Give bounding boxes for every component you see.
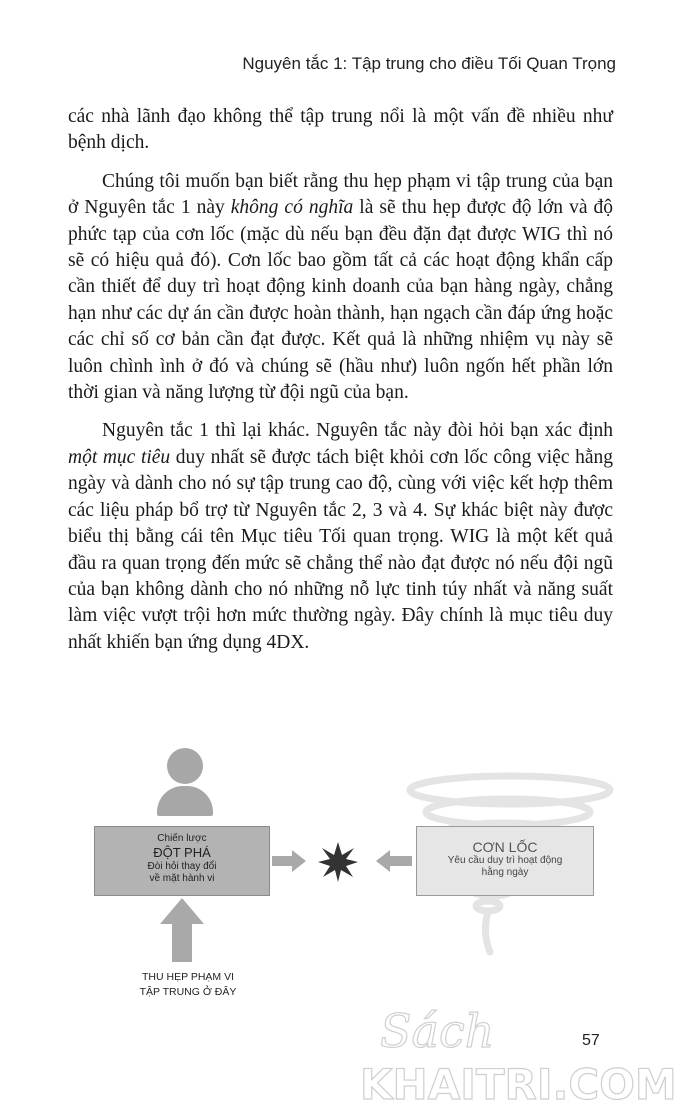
diagram-figure: [0, 730, 700, 1030]
whirlwind-desc-line2: hằng ngày: [481, 867, 529, 878]
arrow-up-icon: [160, 898, 204, 962]
arrow-right-icon: [272, 850, 306, 872]
burst-icon: [318, 842, 358, 882]
paragraph-3: [68, 418, 613, 656]
page-number: 57: [582, 1032, 600, 1049]
arrow-left-icon: [376, 850, 412, 872]
whirlwind-box: [416, 826, 594, 896]
person-icon-body: [157, 786, 213, 816]
caption-line-1: THU HẸP PHẠM VI: [142, 971, 234, 983]
behavior-change-line1: Đòi hỏi thay đổi: [147, 861, 217, 872]
person-icon-head: [167, 748, 203, 784]
svg-text:KHAITRI.COM: KHAITRI.COM: [360, 1060, 677, 1109]
body-text: [68, 104, 613, 668]
paragraph-3-part-a: Nguyên tắc 1 thì lại khác. Nguyên tắc này đòi hỏi bạn xác định: [102, 420, 613, 442]
breakthrough-label: ĐỘT PHÁ: [153, 845, 211, 860]
paragraph-2: [68, 169, 613, 407]
paragraph-2-part-a: Chúng tôi muốn bạn biết rằng thu hẹp phạm vi tập trung của bạn ở Nguyên tắc 1 này: [68, 170, 613, 219]
breakthrough-strategy-box: [94, 826, 270, 896]
figure-caption: [118, 970, 258, 1000]
behavior-change-line2: về mặt hành vi: [149, 873, 215, 884]
paragraph-2-part-b: là sẽ thu hẹp được độ lớn và độ phức tạp của cơn lốc (mặc dù nếu bạn đều đặn đạt được WIG thì nó sẽ có hiệu quả đó). Cơn lốc bao gồm tất cả các hoạt động khẩn cấp cần thiết để duy trì hoạt động kinh doanh của bạn hàng ngày, chẳng hạn như các dự án cần được hoàn thành, hạn ngạch cần đáp ứng hoặc các chỉ số cơ bản cần đạt được. Kết quả là những nhiệm vụ này sẽ luôn chình ình ở đó và chúng sẽ (hầu như) luôn ngốn hết phần lớn thời gian và năng lượng từ đội ngũ của bạn.: [68, 197, 613, 404]
paragraph-1: các nhà lãnh đạo không thể tập trung nổi là một vấn đề nhiều như bệnh dịch.: [68, 106, 613, 154]
strategy-label: Chiến lược: [157, 833, 207, 844]
running-head: Nguyên tắc 1: Tập trung cho điều Tối Quan Trọng: [242, 54, 616, 73]
whirlwind-title: CƠN LỐC: [472, 839, 538, 855]
svg-text:Sách: Sách: [380, 1004, 495, 1058]
caption-line-2: TẬP TRUNG Ở ĐÂY: [139, 986, 237, 998]
whirlwind-desc-line1: Yêu cầu duy trì hoạt động: [447, 855, 563, 866]
paragraph-2-emphasis: không có nghĩa: [230, 197, 354, 219]
paragraph-3-emphasis: một mục tiêu: [68, 446, 171, 468]
watermark-logo: [350, 995, 690, 1115]
paragraph-3-part-b: duy nhất sẽ được tách biệt khỏi cơn lốc công việc hằng ngày và dành cho nó sự tập trung cao độ, cùng với việc kết hợp thêm các liệu pháp bổ trợ từ Nguyên tắc 2, 3 và 4. Sự khác biệt này được biểu thị bằng cái tên Mục tiêu Tối quan trọng. WIG là một kết quả đầu ra quan trọng đến mức sẽ chẳng thể nào đạt được nó nếu đội ngũ của bạn không dành cho nó những nỗ lực tinh túy nhất và năng suất làm việc vượt trội hơn mức thường ngày. Đây chính là mục tiêu duy nhất khiến bạn ứng dụng 4DX.: [68, 446, 613, 653]
